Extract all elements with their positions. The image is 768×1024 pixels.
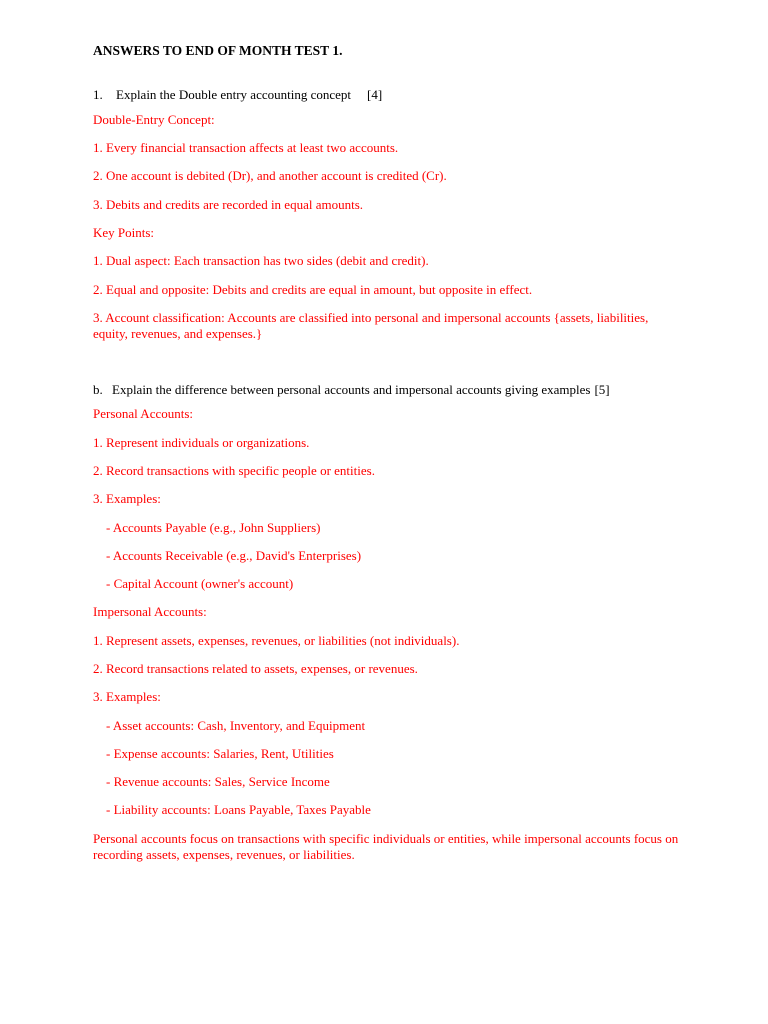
- answer-paragraph: 3. Account classification: Accounts are classified into personal and impersonal accounts {assets, liabilities, equity, revenues, and expenses.}: [93, 310, 649, 341]
- example-item: - Revenue accounts: Sales, Service Income: [106, 774, 330, 789]
- question-marks: [5]: [594, 382, 610, 397]
- example-item: - Liability accounts: Loans Payable, Taxes Payable: [106, 802, 371, 817]
- answer-heading: Double-Entry Concept:: [93, 112, 215, 127]
- answer-line: 3. Debits and credits are recorded in equal amounts.: [93, 197, 364, 212]
- answer-line: 3. Examples:: [93, 491, 161, 506]
- example-item: - Accounts Payable (e.g., John Suppliers): [106, 520, 321, 535]
- answer-line: 1. Dual aspect: Each transaction has two sides (debit and credit).: [93, 253, 429, 268]
- answer-line: 1. Represent individuals or organizations.: [93, 435, 310, 450]
- answer-heading: Impersonal Accounts:: [93, 604, 207, 619]
- answer-line: 2. One account is debited (Dr), and another account is credited (Cr).: [93, 168, 447, 183]
- answer-heading: Key Points:: [93, 225, 155, 240]
- answer-heading: Personal Accounts:: [93, 406, 194, 421]
- question-number: b.: [93, 382, 103, 397]
- example-item: - Expense accounts: Salaries, Rent, Utilities: [106, 746, 334, 761]
- answer-line: 2. Equal and opposite: Debits and credits are equal in amount, but opposite in effect.: [93, 282, 533, 297]
- question-1: [93, 87, 382, 103]
- example-item: - Accounts Receivable (e.g., David's Enterprises): [106, 548, 362, 563]
- example-item: - Asset accounts: Cash, Inventory, and Equipment: [106, 718, 366, 733]
- answer-paragraph: Personal accounts focus on transactions with specific individuals or entities, while impersonal accounts focus on recording assets, expenses, revenues, or liabilities.: [93, 831, 679, 862]
- question-text: Explain the Double entry accounting concept: [116, 87, 352, 102]
- question-marks: [4]: [367, 87, 383, 102]
- answer-line: 2. Record transactions related to assets, expenses, or revenues.: [93, 661, 418, 676]
- question-text: Explain the difference between personal accounts and impersonal accounts giving examples: [112, 382, 591, 397]
- example-item: - Capital Account (owner's account): [106, 576, 294, 591]
- document-title: ANSWERS TO END OF MONTH TEST 1.: [93, 43, 343, 58]
- question-b: [93, 382, 610, 398]
- answer-line: 3. Examples:: [93, 689, 161, 704]
- answer-line: 1. Represent assets, expenses, revenues, or liabilities (not individuals).: [93, 633, 460, 648]
- answer-line: 1. Every financial transaction affects at least two accounts.: [93, 140, 399, 155]
- question-number: 1.: [93, 87, 103, 102]
- answer-line: 2. Record transactions with specific people or entities.: [93, 463, 375, 478]
- document-page: [93, 0, 683, 1024]
